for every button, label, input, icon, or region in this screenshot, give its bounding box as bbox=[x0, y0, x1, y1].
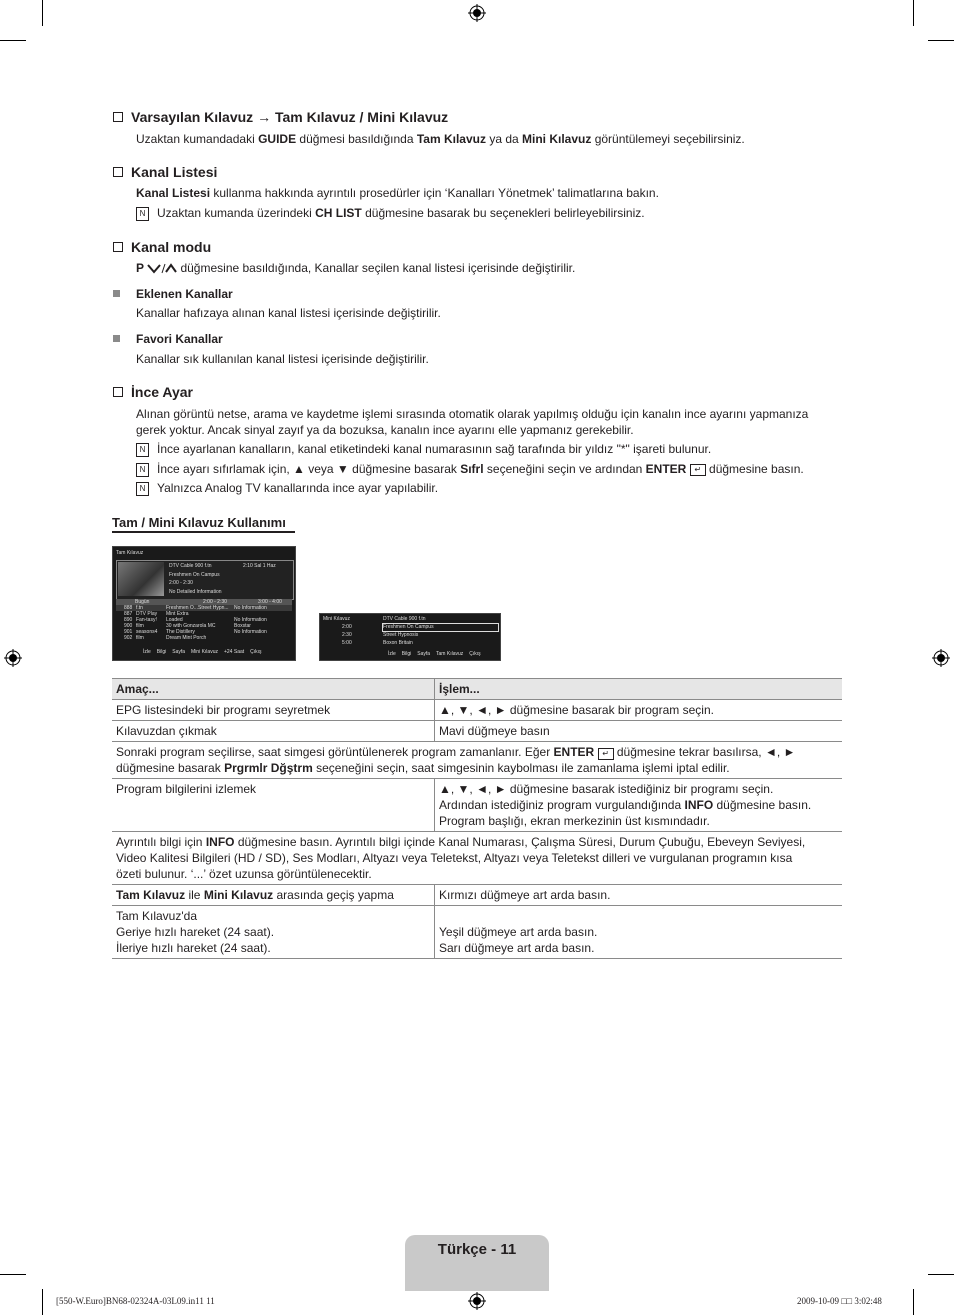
checkbox-bullet-icon bbox=[113, 387, 123, 397]
note-text: N Yalnızca Analog TV kanallarında ince ayar yapılabilir. bbox=[136, 480, 438, 497]
section-heading: Kanal Listesi bbox=[113, 164, 217, 180]
note-text: N İnce ayarı sıfırlamak için, ▲ veya ▼ düğmesine basarak Sıfrl seçeneğini seçin ve ardından ENTER ↵ düğmesine basın. bbox=[136, 461, 804, 478]
registration-mark-icon bbox=[4, 649, 22, 667]
enter-icon: ↵ bbox=[598, 748, 614, 760]
section-text: P düğmesine basıldığında, Kanallar seçilen kanal listesi içerisinde değiştirilir. bbox=[136, 261, 576, 275]
channel-grid: 888 f.tn Freshmen O... Street Hypn... No Information 887 DTV Play Mint Extra 890 Fan-tasy! Loaded No Information 900 film 30 with Gonzarola MC Boxstar 901 seasons4 The Distillery No Information 902 film Dream Mint Porch bbox=[116, 605, 292, 641]
crop-mark bbox=[913, 0, 914, 26]
guide-usage-table bbox=[112, 678, 842, 959]
sub-heading: Favori Kanallar bbox=[136, 332, 223, 346]
note-text: N Uzaktan kumanda üzerindeki CH LIST düğmesine basarak bu seçenekleri belirleyebilirsiniz. bbox=[136, 205, 645, 222]
registration-mark-icon bbox=[932, 649, 950, 667]
registration-mark-icon bbox=[468, 1292, 486, 1310]
table-row: Kılavuzdan çıkmak Mavi düğmeye basın bbox=[112, 721, 842, 742]
square-bullet-icon bbox=[113, 290, 120, 297]
crop-mark bbox=[0, 40, 26, 41]
table-row: Ayrıntılı bilgi için INFO düğmesine basın. Ayrıntılı bilgi içinde Kanal Numarası, Çalışma Süresi, Durum Çubuğu, Ebeveyn Seviyesi, Video Kalitesi Bilgileri (HD / SD), Ses Modları, Altyazı veya Teletekst, Altyazı veya Teletekst dilleri ve vurgulanan programın kısa özeti bulunur. ‘...’ özet uzunsa görüntülenecektir. bbox=[112, 832, 842, 885]
sub-heading: Eklenen Kanallar bbox=[136, 287, 233, 301]
checkbox-bullet-icon bbox=[113, 167, 123, 177]
guide-footer: İzle Bilgi Sayfa Tam Kılavuz Çıkış bbox=[388, 651, 481, 657]
square-bullet-icon bbox=[113, 335, 120, 342]
sub-text: Kanallar sık kullanılan kanal listesi içerisinde değiştirilir. bbox=[136, 352, 429, 366]
print-footer-right: 2009-10-09 □□ 3:02:48 bbox=[797, 1296, 882, 1306]
section-text: Alınan görüntü netse, arama ve kaydetme işlemi sırasında otomatik olarak yapılmış olduğu için kanalın ince ayarını yapmanıza bbox=[136, 407, 809, 421]
section-text: Uzaktan kumandadaki GUIDE düğmesi basıldığında Tam Kılavuz ya da Mini Kılavuz görüntülemeyi seçebilirsiniz. bbox=[136, 132, 745, 146]
checkbox-bullet-icon bbox=[113, 112, 123, 122]
section-heading: Kanal modu bbox=[113, 239, 211, 255]
checkbox-bullet-icon bbox=[113, 242, 123, 252]
clock: 2:10 Sal 1 Haz bbox=[243, 563, 276, 569]
table-row: Tam Kılavuz'da Geriye hızlı hareket (24 saat). İleriye hızlı hareket (24 saat). Yeşil düğmeye art arda basın. Sarı düğmeye art arda basın. bbox=[112, 906, 842, 959]
crop-mark bbox=[913, 1289, 914, 1315]
note-icon: N bbox=[136, 207, 149, 221]
enter-icon: ↵ bbox=[690, 464, 706, 476]
table-row: Sonraki program seçilirse, saat simgesi görüntülenerek program zamanlanır. Eğer ENTER ↵ düğmesine tekrar basılırsa, ◄, ► düğmesine basarak Prgrmlr Dğştrm seçeneğini seçin, saat simgesinin kaybolması ile zamanlama işlemi iptal edilir. bbox=[112, 742, 842, 779]
crop-mark bbox=[928, 1274, 954, 1275]
channel-up-down-icon bbox=[147, 263, 177, 274]
table-header: Amaç... İşlem... bbox=[112, 679, 842, 700]
crop-mark bbox=[42, 0, 43, 26]
note-icon: N bbox=[136, 482, 149, 496]
program-slot: 2:00 - 2:30 bbox=[169, 580, 193, 586]
mini-guide-screenshot: Mini Kılavuz DTV Cable 900 f.tn 2:00 Freshmen On Campus 2:30 Street Hypnosis 5:00 Boxon Britain İzle Bilgi Sayfa Tam Kılavuz Çıkış bbox=[319, 613, 501, 661]
channel-name: DTV Cable 900 f.tn bbox=[169, 563, 212, 569]
crop-mark bbox=[928, 40, 954, 41]
page-number: Türkçe - 11 bbox=[437, 1241, 517, 1258]
crop-mark bbox=[42, 1289, 43, 1315]
section-heading: Varsayılan Kılavuz → Tam Kılavuz / Mini Kılavuz bbox=[113, 109, 448, 125]
print-footer-left: [550-W.Euro]BN68-02324A-03L09.in11 11 bbox=[56, 1296, 215, 1306]
program-title: Freshmen On Campus bbox=[169, 572, 220, 578]
guide-footer: İzle Bilgi Sayfa Mini Kılavuz +24 Saat Çıkış bbox=[143, 649, 262, 655]
guide-heading: Tam / Mini Kılavuz Kullanımı bbox=[112, 515, 295, 533]
table-row: EPG listesindeki bir programı seyretmek ▲, ▼, ◄, ► düğmesine basarak bir program seçin. bbox=[112, 700, 842, 721]
table-row: Tam Kılavuz ile Mini Kılavuz arasında geçiş yapma Kırmızı düğmeye art arda basın. bbox=[112, 885, 842, 906]
preview-thumbnail bbox=[118, 562, 164, 596]
note-text: N İnce ayarlanan kanalların, kanal etiketindeki kanal numarasının sağ tarafında bir yıldız "*" işareti bulunur. bbox=[136, 441, 711, 458]
guide-title: Tam Kılavuz bbox=[116, 550, 144, 556]
crop-mark bbox=[0, 1274, 26, 1275]
note-icon: N bbox=[136, 443, 149, 457]
note-icon: N bbox=[136, 463, 149, 477]
registration-mark-icon bbox=[468, 4, 486, 22]
channel-name: DTV Cable 900 f.tn bbox=[383, 616, 426, 622]
full-guide-screenshot: Tam Kılavuz DTV Cable 900 f.tn 2:10 Sal 1 Haz Freshmen On Campus 2:00 - 2:30 No Detailed Information Bugün 2:00 - 2:30 3:00 - 4:00 888 f.tn Freshmen O... Street Hypn... No Information 887 DTV Play Mint Extra 890 Fan-tasy! Loaded No Information 900 film 30 with Gonzarola MC Boxstar 901 seasons4 The Distillery No Information 902 film Dream Mint Porch İzle Bilgi Sayfa Mini Kılavuz +24 Saat Çıkış bbox=[112, 546, 296, 661]
program-info: No Detailed Information bbox=[169, 589, 222, 595]
section-heading: İnce Ayar bbox=[113, 384, 193, 400]
section-text: Kanal Listesi kullanma hakkında ayrıntılı prosedürler için ‘Kanalları Yönetmek’ talimatlarına bakın. bbox=[136, 186, 659, 200]
guide-title: Mini Kılavuz bbox=[323, 616, 350, 622]
sub-text: Kanallar hafızaya alınan kanal listesi içerisinde değiştirilir. bbox=[136, 306, 441, 320]
section-text: gerek yoktur. Ancak sinyal zayıf ya da bozuksa, kanalın ince ayarını elle yapmanız gerekebilir. bbox=[136, 423, 634, 437]
table-row: Program bilgilerini izlemek ▲, ▼, ◄, ► düğmesine basarak istediğiniz bir programı seçin. Ardından istediğiniz program vurgulandığında INFO düğmesine basın. Program başlığı, ekran merkezinin üst kısmındadır. bbox=[112, 779, 842, 832]
